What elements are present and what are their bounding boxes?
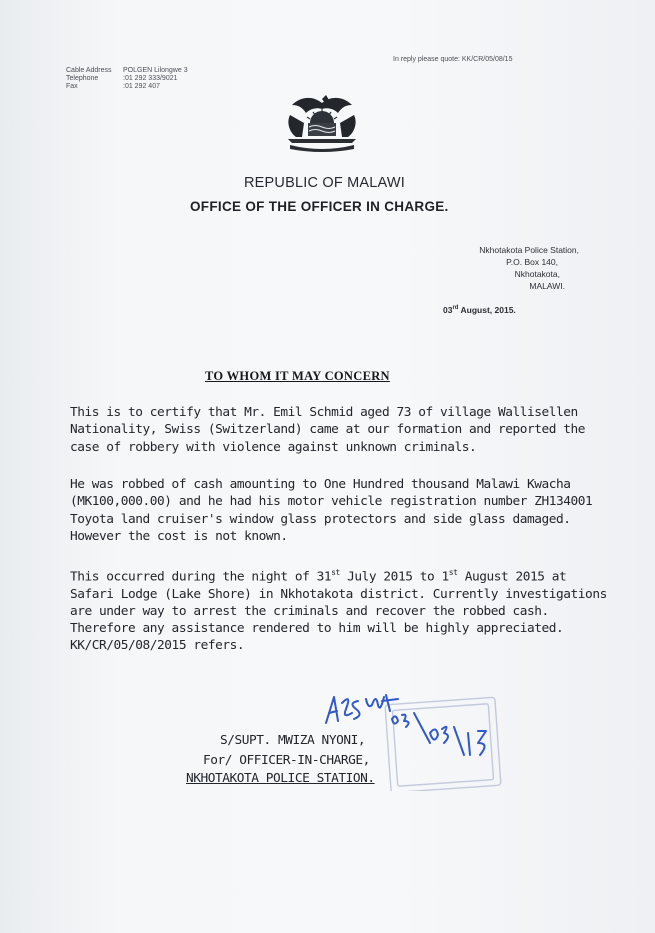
letter-date: 03rd August, 2015. (443, 305, 516, 315)
signatory-name: S/SUPT. MWIZA NYONI, (220, 733, 366, 748)
paragraph-incident-details: This occurred during the night of 31st July 2015 to 1st August 2015 at Safari Lodge (Lake Shore) in Nkhotakota district. Currently investigations are under way to arrest the criminals and recover the robbed cash. Therefore any assistance rendered to him will be highly appreciated. KK/CR/05/08/2015 refers. (70, 568, 607, 654)
address-line: MALAWI. (529, 281, 565, 291)
address-line: Nkhotakota Police Station, (479, 245, 579, 255)
office-heading: OFFICE OF THE OFFICER IN CHARGE. (190, 199, 449, 214)
coat-of-arms-emblem (282, 93, 362, 155)
contact-telephone: Telephone :01 292 333/9021 (66, 75, 178, 82)
paragraph-robbery-details: He was robbed of cash amounting to One Hundred thousand Malawi Kwacha (MK100,000.00) and he had his motor vehicle registration number ZH134001 Toyota land cruiser's window glass protectors and side glass damaged. However the cost is not known. (70, 477, 593, 544)
station-address (479, 244, 579, 292)
contact-cable: Cable Address POLGEN Lilongwe 3 (66, 67, 188, 74)
address-line: P.O. Box 140, (506, 257, 558, 267)
address-line: Nkhotakota, (514, 269, 560, 279)
contact-fax: Fax :01 292 407 (66, 83, 160, 90)
paragraph-certification: This is to certify that Mr. Emil Schmid aged 73 of village Wallisellen Nationality, Swiss (Switzerland) came at our formation and reported the case of robbery with violence against unknown criminals. (70, 405, 586, 455)
contact-block (66, 67, 188, 91)
reference-note: In reply please quote: KK/CR/05/08/15 (393, 56, 513, 63)
signatory-role: For/ OFFICER-IN-CHARGE, (203, 753, 370, 768)
signatory-station: NKHOTAKOTA POLICE STATION. (186, 771, 375, 786)
republic-heading: REPUBLIC OF MALAWI (244, 175, 405, 191)
letter-heading: TO WHOM IT MAY CONCERN (205, 369, 390, 383)
